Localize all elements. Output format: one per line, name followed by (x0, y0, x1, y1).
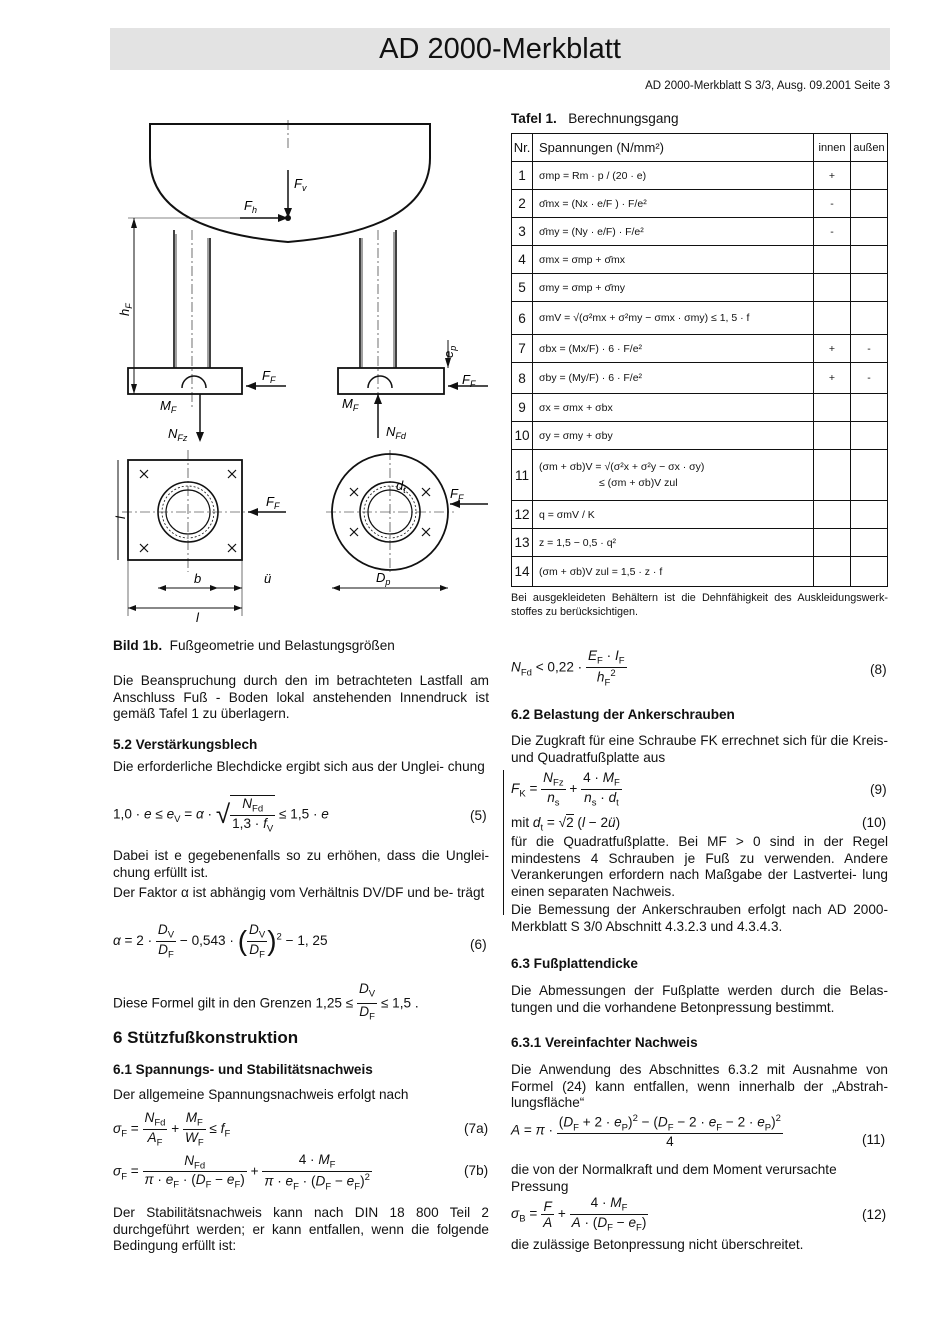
section-6-3-1-text: Die Anwendung des Abschnittes 6.3.2 mit Ausnahme von Formel (24) kann entfallen, wenn innerhalb der „Abstrah- lungsfläche“ (511, 1062, 888, 1110)
table-row (512, 422, 888, 450)
row-aussen (851, 422, 888, 450)
table-row (512, 302, 888, 335)
row-formula: z = 1,5 − 0,5 · q² (533, 529, 814, 557)
after-equation-10: für die Quadratfußplatte. Bei MF > 0 sind in der Regel mindestens 4 Schrauben je Fuß zu verwenden. Andere Verankerungen erfordern nach Maßgabe der Lastvertei- lung einen separaten Nachweis. (511, 834, 888, 899)
equation-6: α = 2 · $\frac{D_V}{D_F}$ − 0,543 · ( $\frac{D_V}{D_F}$ )$^2$ − 1, 25 (113, 922, 328, 961)
label-dt: $d_t$ (396, 478, 406, 495)
after-equation-11: die von der Normalkraft und dem Moment verursachte Pressung (511, 1162, 837, 1194)
row-formula: (σm + σb)V = √(σ²x + σ²y − σx · σy) (539, 461, 705, 473)
row-nr: 14 (512, 557, 533, 587)
equation-7a-number: (7a) (464, 1121, 489, 1136)
section-5-2-text: Die erforderliche Blechdicke ergibt sich aus der Unglei- chung (113, 759, 485, 774)
row-aussen (851, 190, 888, 218)
row-innen (814, 501, 851, 529)
row-innen: + (814, 335, 851, 363)
equation-7a: $\sigma_F$ = $\frac{N_{Fd}}{A_F}$ + $\frac{M_F}{W_F}$ ≤ $f_F$ (113, 1110, 231, 1149)
table-row (512, 450, 888, 501)
label-nfz: $N_{Fz}$ (168, 426, 188, 443)
row-aussen (851, 501, 888, 529)
table-title (511, 111, 679, 128)
row-aussen (851, 557, 888, 587)
section-6-2-heading: 6.2 Belastung der Ankerschrauben (511, 707, 735, 722)
equation-11: A = π · $\frac{(D_F + 2 \cdot e_P)^2 - (D_F - 2 \cdot e_F - 2 \cdot e_P)^2}{4}$ (511, 1113, 781, 1150)
equation-6-number: (6) (470, 937, 487, 952)
row-nr: 3 (512, 218, 533, 246)
row-aussen: - (851, 363, 888, 394)
label-fv: $F_v$ (294, 176, 307, 193)
row-nr: 13 (512, 529, 533, 557)
section-6-1-heading: 6.1 Spannungs- und Stabilitätsnachweis (113, 1062, 373, 1077)
equation-8-number: (8) (870, 662, 887, 677)
row-aussen: - (851, 335, 888, 363)
label-ff-circle: $F_F$ (450, 486, 464, 503)
figure-caption-label: Bild 1b. (113, 638, 163, 653)
section-6-1-text: Der allgemeine Spannungsnachweis erfolgt nach (113, 1087, 409, 1102)
row-innen (814, 246, 851, 274)
label-dp: $D_p$ (376, 570, 391, 587)
figure-caption-text: Fußgeometrie und Belastungsgrößen (169, 638, 395, 653)
after-equation-12: die zulässige Betonpressung nicht überschreitet. (511, 1237, 804, 1252)
equation-8: $N_{Fd} < 0,22$ · $\frac{E_F \cdot I_F}{h_F^2}$ (511, 648, 625, 688)
equation-9: $F_K$ = $\frac{N_{Fz}}{n_s}$ + $\frac{4 \cdot M_F}{n_s \cdot d_t}$ (511, 770, 620, 809)
change-bar (503, 770, 504, 915)
equation-11-number: (11) (862, 1132, 886, 1147)
section-6-2-text: Die Zugkraft für eine Schraube FK errechnet sich für die Kreis- und Quadratfußplatte aus (511, 733, 888, 765)
right-base-plate (338, 368, 444, 394)
row-nr: 12 (512, 501, 533, 529)
header-innen: innen (814, 134, 851, 162)
label-ep: $e_p$ (441, 345, 458, 358)
equation-9-number: (9) (870, 782, 887, 797)
table-header-row (512, 134, 888, 162)
row-innen (814, 557, 851, 587)
row-formula: σ̄my = (Ny · e/F) · F/e² (533, 218, 814, 246)
table-note: Bei ausgekleideten Behältern ist die Dehnfähigkeit des Auskleidungswerk- stoffes zu berücksichtigen. (511, 592, 888, 618)
row-formula: σx = σmx + σbx (533, 394, 814, 422)
row-formula: σmx = σmp + σ̄mx (533, 246, 814, 274)
label-ff-left: $F_F$ (262, 368, 276, 385)
row-innen (814, 450, 851, 501)
label-nfd: $N_{Fd}$ (386, 424, 406, 441)
table-row (512, 162, 888, 190)
equation-5-number: (5) (470, 808, 487, 823)
vessel-bottom-outline (150, 124, 430, 242)
row-nr: 10 (512, 422, 533, 450)
row-aussen (851, 218, 888, 246)
label-mf-right: $M_F$ (342, 396, 359, 413)
bemessung-text: Die Bemessung der Ankerschrauben erfolgt nach AD 2000-Merkblatt S 3/0 Abschnitt 4.3.2.3 und 4.3.4.3. (511, 902, 888, 934)
row-aussen (851, 162, 888, 190)
table-row (512, 363, 888, 394)
page-subheader: AD 2000-Merkblatt S 3/3, Ausg. 09.2001 Seite 3 (645, 80, 890, 92)
equation-12: $\sigma_B$ = $\frac{F}{A}$ + $\frac{4 \cdot M_F}{A \cdot (D_F - e_F)}$ (511, 1195, 647, 1234)
row-aussen (851, 274, 888, 302)
equation-5: $1,0 \cdot e \le e_V = \alpha$ · √ $\frac{N_{Fd}}{1,3 \cdot f_V}$ ≤ 1,5 · e (113, 796, 329, 835)
calculation-table (511, 133, 888, 587)
row-nr: 6 (512, 302, 533, 335)
row-nr: 1 (512, 162, 533, 190)
table-row (512, 190, 888, 218)
document-title-band (110, 28, 890, 70)
label-b: b (194, 571, 202, 586)
row-formula: σmy = σmp + σ̄my (533, 274, 814, 302)
section-6-3-1-heading: 6.3.1 Vereinfachter Nachweis (511, 1035, 698, 1050)
row-formula: σmp = Rm · p / (20 · e) (533, 162, 814, 190)
row-aussen (851, 450, 888, 501)
table-row (512, 335, 888, 363)
row-innen (814, 302, 851, 335)
row-formula: σby = (My/F) · 6 · F/e² (533, 363, 814, 394)
document-title: AD 2000-Merkblatt (379, 33, 621, 65)
stability-text: Der Stabilitätsnachweis kann nach DIN 18 800 Teil 2 durchgeführt werden; er kann entfallen, wenn die folgende Bedingung erfüllt ist: (113, 1205, 489, 1253)
row-formula-cell (533, 450, 814, 501)
header-spannungen: Spannungen (N/mm²) (533, 134, 814, 162)
row-formula: q = σmV / K (533, 501, 814, 529)
label-u: ü (264, 571, 272, 586)
section-6-3-heading: 6.3 Fußplattendicke (511, 956, 638, 971)
row-formula: σmV = √(σ²mx + σ²my − σmx · σmy) ≤ 1, 5 · f (533, 302, 814, 335)
table-title-label: Tafel 1. (511, 111, 557, 126)
limits-end: ≤ 1,5 . (380, 995, 419, 1011)
intro-paragraph: Die Beanspruchung durch den im betrachteten Lastfall am Anschluss Fuß - Boden lokal anstehenden Innendruck ist gemäß Tafel 1 zu überlagern. (113, 673, 489, 721)
row-nr: 8 (512, 363, 533, 394)
section-5-2-heading: 5.2 Verstärkungsblech (113, 737, 258, 752)
label-l-vertical: l (113, 516, 128, 519)
table-row (512, 274, 888, 302)
row-innen: - (814, 218, 851, 246)
label-hf: $h_F$ (117, 303, 134, 316)
table-row (512, 501, 888, 529)
row-innen: + (814, 162, 851, 190)
row-aussen (851, 246, 888, 274)
table-title-text: Berechnungsgang (568, 111, 679, 126)
equation-12-number: (12) (862, 1207, 887, 1222)
row-nr: 9 (512, 394, 533, 422)
figure-caption (113, 638, 395, 655)
row-nr: 7 (512, 335, 533, 363)
table-row (512, 394, 888, 422)
after-equation-5-b: Der Faktor α ist abhängig vom Verhältnis DV/DF und be- trägt (113, 885, 485, 900)
row-innen: - (814, 190, 851, 218)
table-row (512, 218, 888, 246)
technical-figure (110, 110, 500, 630)
row-formula: (σm + σb)V zul = 1,5 · z · f (533, 557, 814, 587)
label-mf-left: $M_F$ (160, 398, 177, 415)
limits-text: Diese Formel gilt in den Grenzen 1,25 ≤ (113, 995, 354, 1011)
row-nr: 4 (512, 246, 533, 274)
row-nr: 11 (512, 450, 533, 501)
section-6-3-text: Die Abmessungen der Fußplatte werden durch die Belas- tungen und die vorhandene Betonpressung bestimmt. (511, 983, 888, 1015)
row-innen (814, 422, 851, 450)
row-aussen (851, 394, 888, 422)
row-innen: + (814, 363, 851, 394)
equation-7b-number: (7b) (464, 1163, 489, 1178)
header-nr: Nr. (512, 134, 533, 162)
table-row (512, 529, 888, 557)
label-ff-right: $F_F$ (462, 372, 476, 389)
section-6-heading: 6 Stützfußkonstruktion (113, 1028, 299, 1047)
row-aussen (851, 529, 888, 557)
row-formula: σ̄mx = (Nx · e/F ) · F/e² (533, 190, 814, 218)
row-aussen (851, 302, 888, 335)
row-formula-line2: ≤ (σm + σb)V zul (599, 477, 678, 489)
label-l: l (196, 610, 199, 625)
equation-10: mit $d_t = √2$ (l − 2ü) (511, 815, 621, 834)
table-row (512, 246, 888, 274)
after-equation-5-a: Dabei ist e gegebenenfalls so zu erhöhen, dass die Unglei- chung erfüllt ist. (113, 848, 489, 880)
label-ff-square: $F_F$ (266, 494, 280, 511)
row-formula: σbx = (Mx/F) · 6 · F/e² (533, 335, 814, 363)
row-innen (814, 529, 851, 557)
label-fh: $F_h$ (244, 198, 257, 215)
table-row (512, 557, 888, 587)
limits-line: Diese Formel gilt in den Grenzen 1,25 ≤ $\frac{D_V}{D_F}$ ≤ 1,5 . (113, 981, 419, 1023)
header-aussen: außen (851, 134, 888, 162)
equation-7b: $\sigma_F$ = $\frac{N_{Fd}}{\pi \cdot e_F \cdot (D_F - e_F)}$ + $\frac{4 \cdot M_F}{\pi \cdot e_F \cdot (D_F - e_F)^2}$ (113, 1152, 370, 1192)
row-innen (814, 394, 851, 422)
row-nr: 5 (512, 274, 533, 302)
row-formula: σy = σmy + σby (533, 422, 814, 450)
equation-10-number: (10) (862, 815, 887, 830)
row-nr: 2 (512, 190, 533, 218)
row-innen (814, 274, 851, 302)
